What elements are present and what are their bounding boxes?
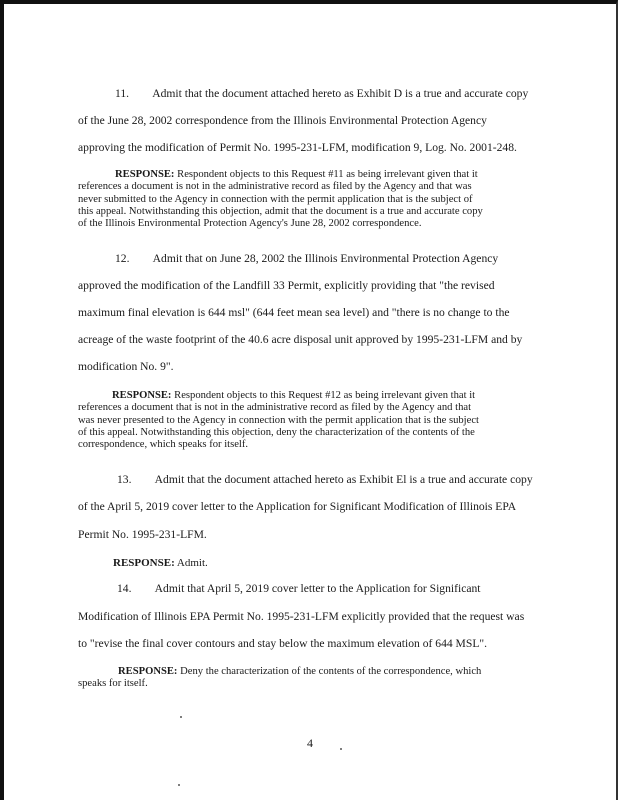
response-13-label: RESPONSE: (113, 557, 175, 569)
request-12-line-5: modification No. 9". (78, 360, 174, 373)
page-number: 4 (307, 736, 313, 750)
request-12-line-2: approved the modification of the Landfill 33 Permit, explicitly providing that "the revised (78, 279, 495, 292)
response-13 (113, 557, 208, 569)
response-14-line-2: speaks for itself. (78, 678, 148, 690)
request-14-text: Admit that April 5, 2019 cover letter to the Application for Significant (154, 582, 481, 595)
scan-speck (178, 784, 180, 786)
response-13-text: Admit. (176, 557, 208, 569)
request-14-line-2: Modification of Illinois EPA Permit No. 1995-231-LFM explicitly provided that the request was (78, 610, 525, 623)
scan-speck (180, 716, 182, 718)
response-12-label: RESPONSE: (112, 390, 172, 401)
request-11-line-3: approving the modification of Permit No. 1995-231-LFM, modification 9, Log. No. 2001-248. (78, 141, 517, 154)
response-11-label: RESPONSE: (115, 169, 175, 180)
request-12-number: 12. (115, 252, 130, 265)
request-13-text: Admit that the document attached hereto as Exhibit El is a true and accurate copy (154, 473, 533, 486)
response-12 (78, 390, 479, 451)
request-14-first-line (117, 582, 481, 595)
response-11-line-2: references a document is not in the administrative record as filed by the Agency and that was (78, 181, 472, 193)
request-14-number: 14. (117, 582, 132, 595)
response-11 (78, 169, 483, 230)
request-14-line-3: to "revise the final cover contours and stay below the maximum elevation of 644 MSL". (78, 637, 488, 650)
response-12-line-2: references a document that is not in the administrative record as filed by the Agency and that (78, 402, 472, 414)
request-13-line-2: of the April 5, 2019 cover letter to the Application for Significant Modification of Illinois EPA (78, 500, 517, 513)
request-12-line-4: acreage of the waste footprint of the 40.6 acre disposal unit approved by 1995-231-LFM and by (78, 333, 523, 346)
request-11-line-2: of the June 28, 2002 correspondence from the Illinois Environmental Protection Agency (78, 114, 487, 127)
response-11-line-3: never submitted to the Agency in connection with the permit application that is the subject of (78, 193, 473, 205)
request-11-text: Admit that the document attached hereto as Exhibit D is a true and accurate copy (152, 87, 529, 100)
response-11-line-4: this appeal. Notwithstanding this objection, admit that the document is a true and accurate copy (78, 205, 483, 217)
response-12-line-4: of this appeal. Notwithstanding this objection, deny the characterization of the contents of the (78, 426, 475, 438)
request-13-line-3: Permit No. 1995-231-LFM. (78, 528, 207, 541)
response-11-line-1: Respondent objects to this Request #11 as being irrelevant given that it (177, 169, 478, 180)
request-13-number: 13. (117, 473, 132, 486)
response-11-line-5: of the Illinois Environmental Protection Agency's June 28, 2002 correspondence. (78, 218, 422, 230)
request-11-first-line (115, 87, 528, 100)
response-12-line-1: Respondent objects to this Request #12 as being irrelevant given that it (174, 390, 476, 401)
request-12-first-line (115, 252, 498, 265)
response-14 (78, 666, 481, 691)
response-14-line-1: Deny the characterization of the contents of the correspondence, which (180, 666, 482, 677)
request-13-first-line (117, 473, 533, 486)
request-12-text: Admit that on June 28, 2002 the Illinois Environmental Protection Agency (152, 252, 499, 265)
response-14-label: RESPONSE: (118, 666, 178, 677)
response-12-line-5: correspondence, which speaks for itself. (78, 439, 249, 451)
request-11-number: 11. (115, 87, 130, 100)
response-12-line-3: was never presented to the Agency in connection with the permit application that is the subject (78, 414, 479, 426)
request-12-line-3: maximum final elevation is 644 msl" (644 feet mean sea level) and "there is no change to the (78, 306, 510, 319)
scan-speck (340, 748, 342, 750)
